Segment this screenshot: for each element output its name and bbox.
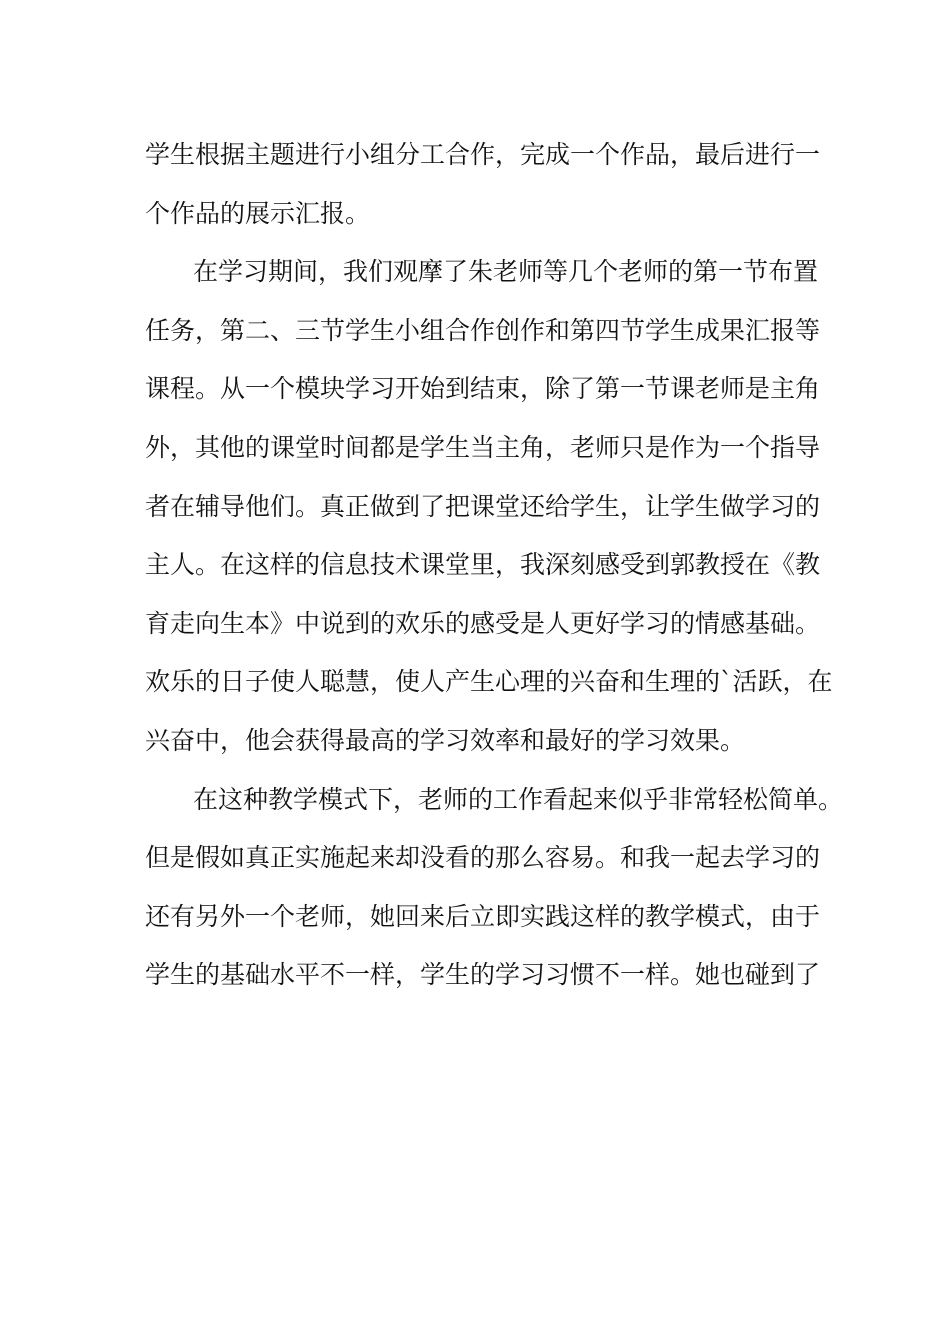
text-line: 学生根据主题进行小组分工合作，完成一个作品，最后进行一 [145,140,821,169]
paragraph-start-line: 在这种教学模式下，老师的工作看起来似乎非常轻松简单。 [193,784,844,814]
text-line: 者在辅导他们。真正做到了把课堂还给学生，让学生做学习的 [145,491,821,521]
text-line: 学生的基础水平不一样，学生的学习习惯不一样。她也碰到了 [145,960,821,990]
text-line: 但是假如真正实施起来却没看的那么容易。和我一起去学习的 [145,843,821,873]
text-line: 还有另外一个老师，她回来后立即实践这样的教学模式，由于 [145,901,821,931]
text-line: 任务，第二、三节学生小组合作创作和第四节学生成果汇报等 [145,315,821,345]
text-line: 课程。从一个模块学习开始到结束，除了第一节课老师是主角 [145,374,821,404]
text-line: 兴奋中，他会获得最高的学习效率和最好的学习效果。 [145,725,746,755]
body-text [145,126,844,1005]
text-line: 个作品的展示汇报。 [145,198,371,228]
text-line: 外，其他的课堂时间都是学生当主角，老师只是作为一个指导 [145,432,821,462]
text-line: 欢乐的日子使人聪慧，使人产生心理的兴奋和生理的`活跃，在 [145,667,833,697]
text-line: 主人。在这样的信息技术课堂里，我深刻感受到郭教授在《教 [145,550,821,580]
paragraph-start-line: 在学习期间，我们观摩了朱老师等几个老师的第一节布置 [193,257,819,287]
text-line: 育走向生本》中说到的欢乐的感受是人更好学习的情感基础。 [145,608,821,638]
